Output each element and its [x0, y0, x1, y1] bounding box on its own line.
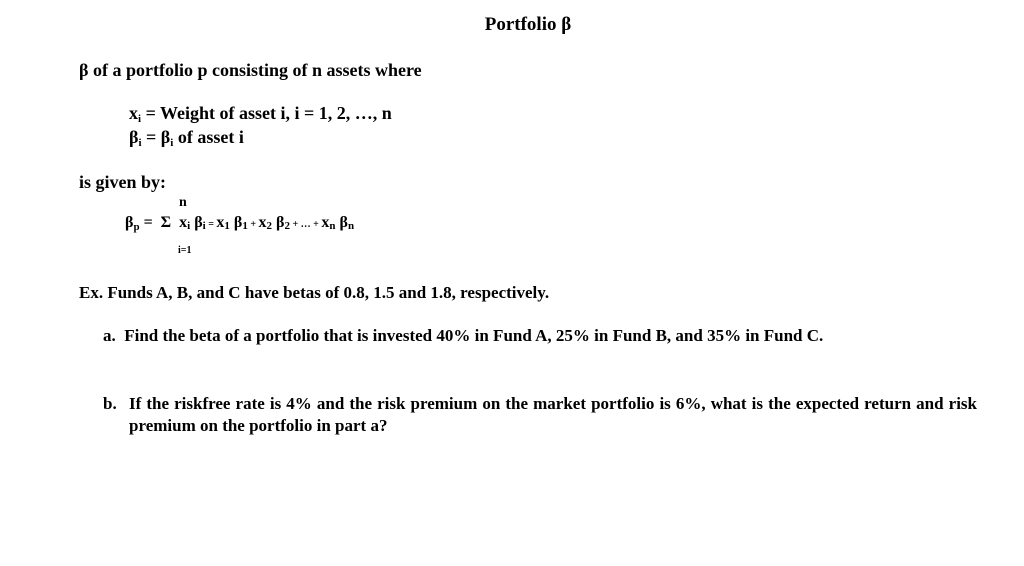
- beta-subscript-2: i: [170, 137, 174, 149]
- question-b: [103, 393, 977, 437]
- formula-term-b2: β: [272, 214, 285, 231]
- formula-term-b1-sub: 1: [242, 220, 248, 232]
- formula-sum-sign: = Σ: [139, 214, 180, 231]
- formula-term-xi-sub: i: [187, 220, 191, 232]
- example-statement: Ex. Funds A, B, and C have betas of 0.8, 1.5 and 1.8, respectively.: [79, 283, 550, 302]
- formula-ellipsis: + … +: [289, 219, 322, 230]
- beta-subscript: i: [138, 137, 142, 149]
- question-a-letter: a.: [103, 326, 116, 345]
- sum-upper-limit: n: [179, 195, 187, 210]
- weight-definition-text: = Weight of asset i, i = 1, 2, …, n: [141, 103, 392, 123]
- portfolio-beta-formula: [125, 214, 354, 233]
- formula-term-bi: β: [190, 214, 203, 231]
- formula-term-x1-sub: 1: [224, 220, 230, 232]
- formula-term-bn-sub: n: [347, 220, 355, 232]
- beta-definition-text: of asset i: [173, 127, 244, 147]
- question-a: [103, 326, 823, 346]
- question-b-letter: b.: [103, 394, 117, 413]
- formula-term-bi-sub: i: [202, 220, 206, 232]
- sum-lower-limit: i=1: [178, 245, 192, 256]
- beta-symbol: β: [129, 127, 139, 147]
- formula-plus: +: [247, 219, 259, 230]
- x-symbol: x: [129, 103, 138, 123]
- formula-term-x2: x: [258, 214, 267, 231]
- question-b-text: If the riskfree rate is 4% and the risk premium on the market portfolio is 6%, what is the expected return and risk premium on the portfolio in part a?: [129, 394, 977, 435]
- formula-term-xn-sub: n: [329, 220, 336, 232]
- given-by-text: is given by:: [79, 172, 167, 192]
- formula-term-b2-sub: 2: [284, 220, 290, 232]
- beta-equals: = β: [141, 127, 171, 147]
- page-title: Portfolio β: [484, 14, 572, 35]
- beta-definition: [129, 127, 244, 149]
- weight-definition: [129, 103, 392, 125]
- x-subscript: i: [138, 113, 142, 125]
- formula-term-b1: β: [229, 214, 243, 231]
- formula-equals: =: [205, 219, 217, 230]
- formula-term-xi: x: [179, 214, 188, 231]
- formula-term-xn: x: [321, 214, 330, 231]
- formula-lhs-sub: p: [133, 221, 140, 233]
- formula-term-bn: β: [335, 214, 348, 231]
- intro-text: β of a portfolio p consisting of n assets where: [79, 60, 422, 80]
- formula-term-x2-sub: 2: [266, 220, 273, 232]
- formula-term-x1: x: [216, 214, 225, 231]
- formula-lhs: β: [125, 214, 134, 231]
- question-a-text: Find the beta of a portfolio that is invested 40% in Fund A, 25% in Fund B, and 35% in Fund C.: [124, 326, 824, 345]
